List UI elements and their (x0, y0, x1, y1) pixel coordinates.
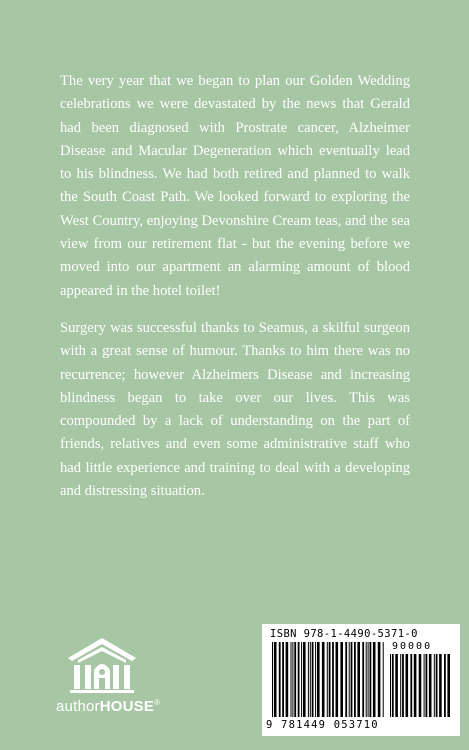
back-cover-blurb (60, 70, 410, 517)
price-addon-digits: 90000 (392, 641, 433, 652)
isbn-barcode (262, 624, 460, 736)
blurb-paragraph-1: The very year that we began to plan our Golden Wedding celebrations we were devastated by the news that Gerald had been diagnosed with Prostrate cancer, Alzheimer Disease and Macular Degeneration which eventually lead to his blindness. We had both retired and planned to walk the South Coast Path. We looked forward to exploring the West Country, enjoying Devonshire Cream teas, and the sea view from our retirement flat - but the evening before we moved into our apartment an alarming amount of blood appeared in the hotel toilet! (60, 73, 410, 299)
publisher-logo (56, 636, 161, 716)
blurb-paragraph-2: Surgery was successful thanks to Seamus, a skilful surgeon with a great sense of humour. Thanks to him there was no recurrence; however Alzheimers Disease and increasing blindness began to take over our lives. This was compounded by a lack of understanding on the part of friends, relatives and even some administrative staff who had little experience and training to deal with a developing and distressing situation. (60, 319, 410, 500)
ean-barcode-bars (272, 642, 386, 717)
isbn-label: ISBN 978-1-4490-5371-0 (270, 628, 418, 640)
publisher-name: authorHOUSE® (56, 698, 161, 715)
price-addon-bars (390, 654, 452, 717)
authorhouse-house-icon (64, 636, 140, 694)
ean-digits: 9 781449 053710 (266, 719, 379, 731)
